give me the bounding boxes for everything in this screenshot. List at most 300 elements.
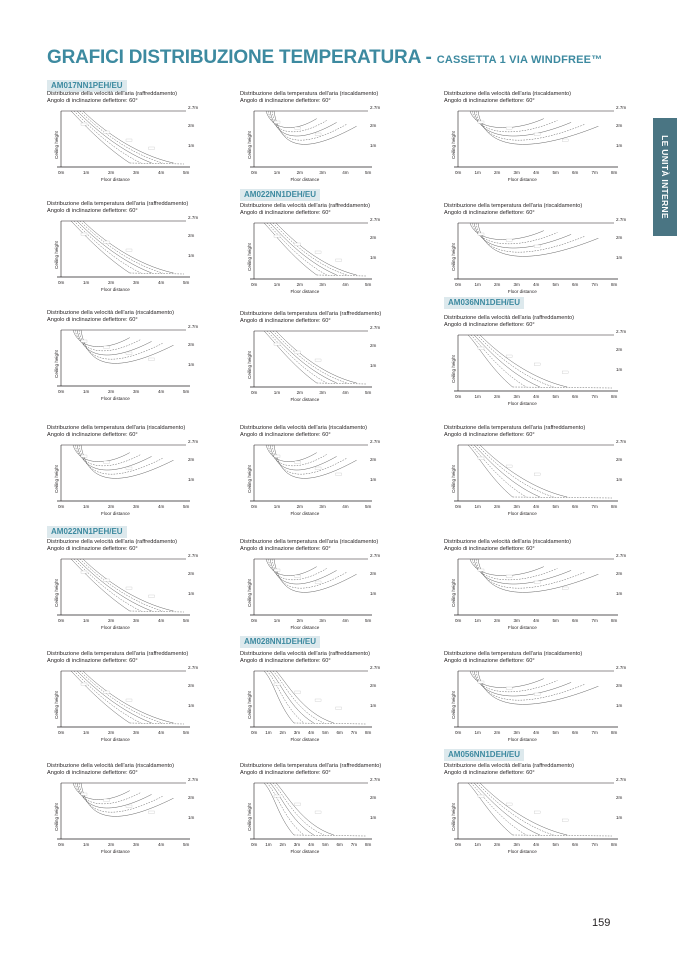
x-tick-label: 2m xyxy=(108,842,115,847)
chart-caption: Distribuzione della temperatura dell'aria (riscaldamento) xyxy=(444,651,583,657)
x-tick-label: 3m xyxy=(513,504,520,509)
chart-block xyxy=(444,651,634,742)
chart-caption: Distribuzione della velocità dell'aria (raffreddamento) xyxy=(444,763,574,769)
chart-caption: Distribuzione della temperatura dell'aria (riscaldamento) xyxy=(240,91,379,97)
height-tick-label: 2m xyxy=(616,795,623,800)
x-tick-label: 1m xyxy=(273,282,281,287)
x-tick-label: 1m xyxy=(273,390,281,395)
x-tick-label: 5m xyxy=(552,170,559,175)
chart-block xyxy=(240,203,430,294)
chart-block xyxy=(47,91,237,182)
airflow-chart-svg xyxy=(248,777,384,857)
x-tick-label: 5m xyxy=(183,280,190,285)
x-tick-label: 4m xyxy=(342,618,349,623)
model-header: AM056NN1DEH/EU xyxy=(444,749,524,761)
height-tick-label: 2.7m xyxy=(370,325,381,330)
height-tick-label: 1m xyxy=(370,477,377,482)
plot-area xyxy=(451,105,626,182)
x-tick-label: 0m xyxy=(58,618,65,623)
x-tick-label: 5m xyxy=(552,282,559,287)
section-side-tab[interactable] xyxy=(653,118,677,236)
airflow-chart-svg xyxy=(248,665,384,745)
airflow-chart-svg xyxy=(452,665,630,745)
plot-area xyxy=(54,777,198,854)
x-axis-label: Floor distance xyxy=(507,289,537,294)
airflow-chart-svg xyxy=(55,439,202,519)
x-axis-label: Floor distance xyxy=(507,737,537,742)
height-tick-label: 1m xyxy=(616,815,623,820)
x-axis-label: Floor distance xyxy=(290,177,320,182)
x-tick-label: 7m xyxy=(350,730,358,735)
x-tick-label: 1m xyxy=(83,389,90,394)
model-header: AM022NN1DEH/EU xyxy=(240,189,320,201)
height-tick-label: 1m xyxy=(188,815,195,820)
height-tick-label: 2.7m xyxy=(370,553,381,558)
height-tick-label: 1m xyxy=(616,143,623,148)
x-tick-label: 0m xyxy=(455,394,462,399)
chart-caption: Distribuzione della velocità dell'aria (riscaldamento) xyxy=(47,310,174,316)
chart-angle-note: Angolo di inclinazione deflettore: 60° xyxy=(444,431,535,438)
x-tick-label: 2m xyxy=(296,170,303,175)
chart-block xyxy=(240,539,430,630)
y-axis-label: Ceiling height xyxy=(451,691,456,719)
page-title-sub: CASSETTA 1 VIA WINDFREE™ xyxy=(436,54,603,66)
height-tick-label: 2.7m xyxy=(370,665,381,670)
x-tick-label: 4m xyxy=(158,730,165,735)
x-tick-label: 1m xyxy=(83,504,90,509)
chart-caption: Distribuzione della velocità dell'aria (raffreddamento) xyxy=(47,539,177,545)
x-axis-label: Floor distance xyxy=(290,397,320,402)
height-tick-label: 2m xyxy=(616,457,623,462)
side-tab-label: LE UNITÀ INTERNE xyxy=(660,135,670,219)
height-tick-label: 2.7m xyxy=(616,553,627,558)
airflow-chart-svg xyxy=(248,217,384,297)
chart-angle-note: Angolo di inclinazione deflettore: 60° xyxy=(240,545,331,552)
y-axis-label: Ceiling height xyxy=(54,691,59,719)
x-tick-label: 4m xyxy=(533,170,540,175)
height-tick-label: 2m xyxy=(370,457,377,462)
x-tick-label: 2m xyxy=(296,618,303,623)
x-tick-label: 6m xyxy=(336,730,343,735)
height-tick-label: 1m xyxy=(370,815,377,820)
chart-angle-note: Angolo di inclinazione deflettore: 60° xyxy=(240,317,331,324)
chart-caption: Distribuzione della temperatura dell'aria (riscaldamento) xyxy=(47,425,186,431)
chart-angle-note: Angolo di inclinazione deflettore: 60° xyxy=(47,657,138,664)
chart-block xyxy=(444,425,634,516)
y-axis-label: Ceiling height xyxy=(247,691,252,719)
height-tick-label: 1m xyxy=(616,255,623,260)
x-tick-label: 5m xyxy=(552,394,559,399)
x-tick-label: 0m xyxy=(58,730,65,735)
chart-block xyxy=(444,315,634,406)
height-tick-label: 2.7m xyxy=(370,439,381,444)
x-axis-label: Floor distance xyxy=(101,737,130,742)
x-tick-label: 4m xyxy=(158,170,165,175)
model-header: AM036NN1DEH/EU xyxy=(444,297,524,309)
x-axis-label: Floor distance xyxy=(101,177,130,182)
x-tick-label: 0m xyxy=(455,170,462,175)
chart-caption: Distribuzione della velocità dell'aria (raffreddamento) xyxy=(444,315,574,321)
x-axis-label: Floor distance xyxy=(290,511,320,516)
x-tick-label: 2m xyxy=(296,504,303,509)
airflow-chart-svg xyxy=(248,553,384,633)
x-tick-label: 4m xyxy=(342,170,349,175)
x-tick-label: 8m xyxy=(611,170,618,175)
height-tick-label: 1m xyxy=(616,591,623,596)
plot-area xyxy=(247,325,380,402)
y-axis-label: Ceiling height xyxy=(247,579,252,607)
plot-area xyxy=(451,777,626,854)
plot-area xyxy=(54,105,198,182)
plot-area xyxy=(247,665,380,742)
model-header: AM028NN1DEH/EU xyxy=(240,636,320,648)
y-axis-label: Ceiling height xyxy=(54,579,59,607)
chart-angle-note: Angolo di inclinazione deflettore: 60° xyxy=(444,321,535,328)
x-tick-label: 4m xyxy=(158,504,165,509)
height-tick-label: 2.7m xyxy=(188,777,199,782)
y-axis-label: Ceiling height xyxy=(247,351,252,379)
x-tick-label: 8m xyxy=(365,730,372,735)
height-tick-label: 1m xyxy=(370,255,377,260)
height-tick-label: 2.7m xyxy=(188,105,199,110)
height-tick-label: 2.7m xyxy=(616,217,627,222)
page-title xyxy=(47,47,602,69)
x-tick-label: 1m xyxy=(83,280,90,285)
x-tick-label: 0m xyxy=(58,842,65,847)
x-tick-label: 6m xyxy=(572,842,579,847)
height-tick-label: 2.7m xyxy=(370,217,381,222)
height-tick-label: 1m xyxy=(616,703,623,708)
x-tick-label: 7m xyxy=(350,842,358,847)
height-tick-label: 2.7m xyxy=(370,105,381,110)
height-tick-label: 2.7m xyxy=(188,324,199,329)
x-axis-label: Floor distance xyxy=(507,625,537,630)
height-tick-label: 2.7m xyxy=(616,777,627,782)
x-tick-label: 3m xyxy=(513,394,520,399)
x-tick-label: 5m xyxy=(365,282,372,287)
chart-block xyxy=(444,539,634,630)
x-tick-label: 1m xyxy=(474,504,481,509)
x-axis-label: Floor distance xyxy=(507,511,537,516)
height-tick-label: 1m xyxy=(370,363,377,368)
x-tick-label: 0m xyxy=(455,730,462,735)
plot-area xyxy=(247,105,380,182)
chart-caption: Distribuzione della velocità dell'aria (riscaldamento) xyxy=(240,425,367,431)
x-tick-label: 5m xyxy=(365,390,372,395)
height-tick-label: 2m xyxy=(370,123,377,128)
height-tick-label: 2m xyxy=(370,571,377,576)
x-tick-label: 3m xyxy=(319,504,326,509)
x-axis-label: Floor distance xyxy=(290,625,320,630)
airflow-chart-svg xyxy=(55,324,202,404)
x-tick-label: 2m xyxy=(108,618,115,623)
chart-block xyxy=(444,763,634,854)
airflow-chart-svg xyxy=(55,553,202,633)
x-tick-label: 0m xyxy=(251,618,258,623)
x-axis-label: Floor distance xyxy=(101,511,130,516)
airflow-chart-svg xyxy=(452,329,630,409)
x-tick-label: 4m xyxy=(533,842,540,847)
chart-angle-note: Angolo di inclinazione deflettore: 60° xyxy=(444,545,535,552)
chart-angle-note: Angolo di inclinazione deflettore: 60° xyxy=(47,431,138,438)
x-tick-label: 1m xyxy=(474,170,481,175)
x-tick-label: 7m xyxy=(591,730,598,735)
x-tick-label: 0m xyxy=(455,842,462,847)
x-tick-label: 5m xyxy=(183,170,190,175)
x-tick-label: 5m xyxy=(552,730,559,735)
airflow-chart-svg xyxy=(452,105,630,185)
x-tick-label: 7m xyxy=(591,282,598,287)
x-axis-label: Floor distance xyxy=(101,287,130,292)
x-tick-label: 0m xyxy=(455,618,462,623)
y-axis-label: Ceiling height xyxy=(247,243,252,271)
airflow-chart-svg xyxy=(248,105,384,185)
x-tick-label: 0m xyxy=(58,280,65,285)
chart-block xyxy=(47,539,237,630)
height-tick-label: 2m xyxy=(370,343,377,348)
x-tick-label: 0m xyxy=(58,170,65,175)
x-tick-label: 2m xyxy=(296,282,303,287)
height-tick-label: 2m xyxy=(188,571,195,576)
chart-angle-note: Angolo di inclinazione deflettore: 60° xyxy=(444,657,535,664)
x-tick-label: 1m xyxy=(83,170,90,175)
x-tick-label: 0m xyxy=(58,389,65,394)
height-tick-label: 2.7m xyxy=(188,553,199,558)
height-tick-label: 2.7m xyxy=(188,665,199,670)
height-tick-label: 2.7m xyxy=(616,105,627,110)
plot-area xyxy=(451,665,626,742)
x-tick-label: 3m xyxy=(133,280,140,285)
x-axis-label: Floor distance xyxy=(507,177,537,182)
x-tick-label: 2m xyxy=(494,730,501,735)
x-tick-label: 8m xyxy=(611,394,618,399)
height-tick-label: 2.7m xyxy=(370,777,381,782)
x-tick-label: 2m xyxy=(279,730,286,735)
plot-area xyxy=(54,215,198,292)
x-tick-label: 0m xyxy=(251,504,258,509)
x-tick-label: 8m xyxy=(611,730,618,735)
x-tick-label: 4m xyxy=(158,280,165,285)
height-tick-label: 1m xyxy=(188,703,195,708)
x-tick-label: 8m xyxy=(611,282,618,287)
airflow-chart-svg xyxy=(248,439,384,519)
x-tick-label: 8m xyxy=(611,504,618,509)
height-tick-label: 2m xyxy=(616,235,623,240)
chart-block xyxy=(240,763,430,854)
page-number: 159 xyxy=(592,917,611,929)
x-tick-label: 1m xyxy=(83,730,90,735)
height-tick-label: 1m xyxy=(188,477,195,482)
chart-block xyxy=(444,91,634,182)
x-tick-label: 0m xyxy=(251,170,258,175)
chart-block xyxy=(240,91,430,182)
chart-caption: Distribuzione della velocità dell'aria (riscaldamento) xyxy=(47,763,174,769)
chart-block xyxy=(47,651,237,742)
chart-block xyxy=(47,425,237,516)
x-tick-label: 4m xyxy=(158,842,165,847)
x-tick-label: 4m xyxy=(158,618,165,623)
x-axis-label: Floor distance xyxy=(507,401,537,406)
x-tick-label: 1m xyxy=(474,282,481,287)
height-tick-label: 2m xyxy=(616,123,623,128)
height-tick-label: 2m xyxy=(188,795,195,800)
chart-caption: Distribuzione della temperatura dell'aria (raffreddamento) xyxy=(444,425,586,431)
y-axis-label: Ceiling height xyxy=(451,579,456,607)
height-tick-label: 2m xyxy=(188,342,195,347)
x-tick-label: 3m xyxy=(319,170,326,175)
x-tick-label: 3m xyxy=(293,730,301,735)
x-tick-label: 5m xyxy=(322,842,329,847)
height-tick-label: 2m xyxy=(188,123,195,128)
x-tick-label: 5m xyxy=(552,618,559,623)
chart-caption: Distribuzione della temperatura dell'aria (raffreddamento) xyxy=(240,763,382,769)
x-tick-label: 2m xyxy=(494,618,501,623)
height-tick-label: 2m xyxy=(616,683,623,688)
x-tick-label: 2m xyxy=(494,170,501,175)
chart-block xyxy=(47,310,237,401)
x-tick-label: 3m xyxy=(513,842,520,847)
airflow-chart-svg xyxy=(452,217,630,297)
chart-angle-note: Angolo di inclinazione deflettore: 60° xyxy=(240,209,331,216)
x-tick-label: 3m xyxy=(513,730,520,735)
chart-caption: Distribuzione della temperatura dell'aria (raffreddamento) xyxy=(47,651,189,657)
chart-angle-note: Angolo di inclinazione deflettore: 60° xyxy=(47,207,138,214)
x-tick-label: 0m xyxy=(251,282,258,287)
x-tick-label: 3m xyxy=(319,282,326,287)
plot-area xyxy=(54,439,198,516)
height-tick-label: 1m xyxy=(188,362,195,367)
x-tick-label: 4m xyxy=(533,394,540,399)
x-tick-label: 8m xyxy=(611,842,618,847)
chart-caption: Distribuzione della temperatura dell'aria (raffreddamento) xyxy=(240,311,382,317)
x-tick-label: 4m xyxy=(533,618,540,623)
x-tick-label: 6m xyxy=(572,394,579,399)
x-tick-label: 7m xyxy=(591,170,598,175)
chart-block xyxy=(240,311,430,402)
x-tick-label: 3m xyxy=(319,618,326,623)
x-tick-label: 8m xyxy=(611,618,618,623)
plot-area xyxy=(451,329,626,406)
x-tick-label: 4m xyxy=(308,842,315,847)
x-tick-label: 2m xyxy=(279,842,286,847)
model-header: AM022NN1PEH/EU xyxy=(47,526,127,538)
chart-angle-note: Angolo di inclinazione deflettore: 60° xyxy=(47,769,138,776)
x-tick-label: 3m xyxy=(133,504,140,509)
x-tick-label: 5m xyxy=(365,170,372,175)
x-tick-label: 8m xyxy=(365,842,372,847)
height-tick-label: 1m xyxy=(616,367,623,372)
y-axis-label: Ceiling height xyxy=(451,355,456,383)
page-title-main: GRAFICI DISTRIBUZIONE TEMPERATURA - xyxy=(47,47,437,68)
x-tick-label: 5m xyxy=(552,504,559,509)
x-tick-label: 4m xyxy=(533,730,540,735)
airflow-chart-svg xyxy=(55,105,202,185)
x-tick-label: 4m xyxy=(342,282,349,287)
chart-caption: Distribuzione della velocità dell'aria (riscaldamento) xyxy=(444,539,571,545)
x-tick-label: 6m xyxy=(572,282,579,287)
x-axis-label: Floor distance xyxy=(101,396,130,401)
height-tick-label: 2m xyxy=(616,571,623,576)
y-axis-label: Ceiling height xyxy=(247,131,252,159)
chart-angle-note: Angolo di inclinazione deflettore: 60° xyxy=(240,657,331,664)
y-axis-label: Ceiling height xyxy=(247,803,252,831)
x-tick-label: 3m xyxy=(133,389,140,394)
chart-angle-note: Angolo di inclinazione deflettore: 60° xyxy=(47,316,138,323)
chart-angle-note: Angolo di inclinazione deflettore: 60° xyxy=(444,209,535,216)
x-tick-label: 5m xyxy=(183,389,190,394)
height-tick-label: 2m xyxy=(370,795,377,800)
x-tick-label: 0m xyxy=(58,504,65,509)
x-tick-label: 1m xyxy=(83,618,90,623)
airflow-chart-svg xyxy=(452,439,630,519)
height-tick-label: 2m xyxy=(616,347,623,352)
x-tick-label: 3m xyxy=(513,170,520,175)
x-tick-label: 2m xyxy=(494,842,501,847)
plot-area xyxy=(54,324,198,401)
x-tick-label: 0m xyxy=(251,842,258,847)
y-axis-label: Ceiling height xyxy=(54,131,59,159)
x-tick-label: 0m xyxy=(251,390,258,395)
plot-area xyxy=(451,553,626,630)
x-tick-label: 4m xyxy=(308,730,315,735)
x-tick-label: 4m xyxy=(342,390,349,395)
x-tick-label: 3m xyxy=(513,618,520,623)
x-tick-label: 7m xyxy=(591,394,598,399)
chart-caption: Distribuzione della velocità dell'aria (riscaldamento) xyxy=(444,91,571,97)
y-axis-label: Ceiling height xyxy=(451,243,456,271)
x-tick-label: 1m xyxy=(273,504,281,509)
x-tick-label: 7m xyxy=(591,618,598,623)
x-tick-label: 1m xyxy=(273,618,281,623)
chart-angle-note: Angolo di inclinazione deflettore: 60° xyxy=(444,97,535,104)
x-tick-label: 2m xyxy=(494,394,501,399)
plot-area xyxy=(54,553,198,630)
chart-block xyxy=(47,763,237,854)
x-tick-label: 2m xyxy=(108,730,115,735)
y-axis-label: Ceiling height xyxy=(54,803,59,831)
x-axis-label: Floor distance xyxy=(101,625,130,630)
chart-angle-note: Angolo di inclinazione deflettore: 60° xyxy=(240,769,331,776)
x-tick-label: 2m xyxy=(108,170,115,175)
x-axis-label: Floor distance xyxy=(290,849,320,854)
chart-block xyxy=(240,425,430,516)
chart-angle-note: Angolo di inclinazione deflettore: 60° xyxy=(240,431,331,438)
model-header: AM017NN1PEH/EU xyxy=(47,80,127,92)
plot-area xyxy=(451,439,626,516)
x-tick-label: 4m xyxy=(158,389,165,394)
x-tick-label: 5m xyxy=(365,618,372,623)
x-tick-label: 3m xyxy=(293,842,301,847)
height-tick-label: 2.7m xyxy=(188,215,199,220)
plot-area xyxy=(247,217,380,294)
x-tick-label: 6m xyxy=(572,170,579,175)
y-axis-label: Ceiling height xyxy=(54,465,59,493)
x-tick-label: 5m xyxy=(552,842,559,847)
chart-angle-note: Angolo di inclinazione deflettore: 60° xyxy=(47,97,138,104)
x-tick-label: 7m xyxy=(591,504,598,509)
x-tick-label: 5m xyxy=(183,504,190,509)
x-tick-label: 6m xyxy=(572,618,579,623)
chart-caption: Distribuzione della velocità dell'aria (raffreddamento) xyxy=(47,91,177,97)
plot-area xyxy=(54,665,198,742)
x-tick-label: 6m xyxy=(572,504,579,509)
x-axis-label: Floor distance xyxy=(290,289,320,294)
chart-block xyxy=(444,203,634,294)
airflow-chart-svg xyxy=(248,325,384,405)
height-tick-label: 1m xyxy=(188,143,195,148)
height-tick-label: 2.7m xyxy=(616,329,627,334)
y-axis-label: Ceiling height xyxy=(54,241,59,269)
